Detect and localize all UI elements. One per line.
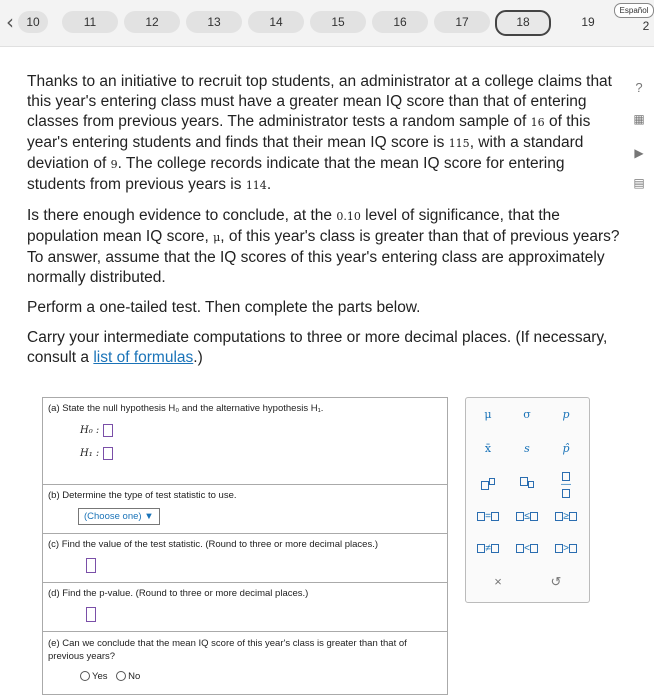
nav-question-10[interactable]: 10 [18,11,48,33]
part-e-label: (e) Can we conclude that the mean IQ score of this year's class is greater than that of previous years? [48,638,407,662]
question-nav-bar [0,0,654,47]
null-hypothesis-row: H₀ : [80,424,442,437]
sample-size: 16 [530,116,545,129]
yes-no-radios: Yes No [80,671,442,682]
nav-question-18-active[interactable]: 18 [495,10,551,36]
sample-sd: 9 [110,158,118,171]
chevron-left-icon[interactable]: ‹ [6,10,14,34]
help-icon[interactable]: ? [635,80,643,95]
part-c-label: (c) Find the value of the test statistic. (Round to three or more decimal places.) [48,539,379,550]
yes-radio[interactable] [80,671,90,681]
video-icon[interactable]: ▶ [634,146,644,160]
problem-paragraph-4: Carry your intermediate computations to three or more decimal places. (If necessary, consult a list of formulas.) [27,329,608,366]
not-equal-key[interactable]: ≠ [470,543,506,554]
math-palette [465,397,590,603]
problem-text [27,72,627,378]
calculator-icon[interactable]: ▦ [633,112,645,126]
alt-hypothesis-row: H₁ : [80,447,442,460]
sample-mean: 115 [448,137,470,150]
problem-paragraph-1: Thanks to an initiative to recruit top students, an administrator at a college claims that this year's entering class must have a greater mean IQ score than that of entering classes from previous years. The administrator tests a random sample of 16 of this year's entering students and finds that their mean IQ score is 115, with a standard deviation of 9. The college records indicate that the mean IQ score for entering students from previous years is 114. [27,73,612,193]
nav-question-19[interactable]: 19 [581,15,595,29]
nav-question-13[interactable]: 13 [186,11,242,33]
no-radio[interactable] [116,671,126,681]
fraction-key[interactable]: — [548,472,584,498]
mu-key[interactable]: μ [484,408,492,421]
problem-paragraph-2: Is there enough evidence to conclude, at the 0.10 level of significance, that the population mean IQ score, μ, of this year's class is greater than that of previous years? To answer, assume that the IQ scores of this year's entering class are approximately normally distributed. [27,207,620,286]
subscript-key[interactable] [509,476,545,489]
s-key[interactable]: s [524,442,530,455]
formulas-link[interactable]: list of formulas [93,349,194,366]
nav-question-20[interactable]: 2 [642,19,650,33]
p-value-input[interactable] [86,607,96,622]
book-icon[interactable]: ▤ [633,176,645,190]
superscript-key[interactable] [470,476,506,491]
alt-hypothesis-input[interactable] [103,447,113,460]
greater-than-key[interactable]: > [548,543,584,554]
part-b-label: (b) Determine the type of test statistic to use. [48,490,237,501]
part-d-label: (d) Find the p-value. (Round to three or more decimal places.) [48,588,309,599]
part-e [43,632,447,694]
nav-question-12[interactable]: 12 [124,11,180,33]
null-hypothesis-input[interactable] [103,424,113,437]
part-a-label: (a) State the null hypothesis H₀ and the alternative hypothesis H₁. [48,403,324,414]
test-statistic-select[interactable]: (Choose one) ▼ [78,508,160,525]
part-d [43,583,447,632]
greater-equal-key[interactable]: ≥ [548,511,584,522]
sigma-key[interactable]: σ [523,408,531,421]
nav-question-17[interactable]: 17 [434,11,490,33]
nav-question-16[interactable]: 16 [372,11,428,33]
xbar-key[interactable]: x̄ [484,442,492,455]
answer-parts [42,397,448,695]
problem-paragraph-3: Perform a one-tailed test. Then complete the parts below. [27,299,421,316]
test-statistic-input[interactable] [86,558,96,573]
nav-question-15[interactable]: 15 [310,11,366,33]
espanol-toggle[interactable]: Español [614,3,654,18]
nav-question-14[interactable]: 14 [248,11,304,33]
part-b [43,485,447,534]
mu-symbol: μ [213,231,221,244]
part-a [43,398,447,485]
p-key[interactable]: p [562,408,570,421]
nav-question-11[interactable]: 11 [62,11,118,33]
less-than-key[interactable]: < [509,543,545,554]
phat-key[interactable]: p̂ [562,442,570,455]
population-mean: 114 [245,179,267,192]
equals-key[interactable]: = [470,511,506,522]
undo-icon[interactable]: ↺ [550,574,562,589]
significance-level: 0.10 [336,210,361,223]
less-equal-key[interactable]: ≤ [509,511,545,522]
clear-icon[interactable]: × [494,574,502,589]
part-c [43,534,447,583]
